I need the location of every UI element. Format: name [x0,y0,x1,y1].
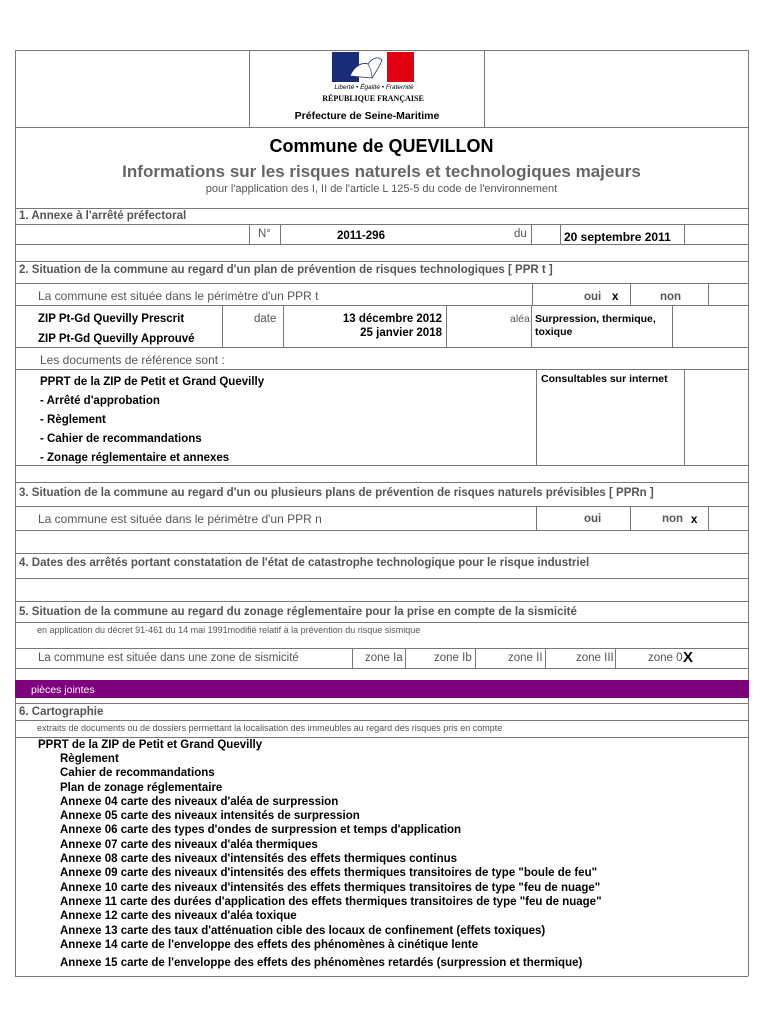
marianne-flag-icon [332,52,414,82]
zip-date-2: 25 janvier 2018 [360,327,442,339]
logo-motto: Liberté • Égalité • Fraternité [334,84,414,91]
zone-iii: zone III [576,652,614,664]
arrete-date-value: 20 septembre 2011 [564,230,671,244]
section2-heading: 2. Situation de la commune au regard d'un plan de prévention de risques technologiques [ PPR t ] [19,264,553,276]
arrete-num-label: N° [258,228,271,240]
alea-value-line1: Surpression, thermique, [535,313,656,325]
pieces-jointes-bar [15,680,749,698]
ref-docs-label: Les documents de référence sont : [40,353,225,367]
prefecture-label: Préfecture de Seine-Maritime [294,110,440,122]
list-item: Règlement [60,753,119,765]
list-item: Annexe 15 carte de l'enveloppe des effets des phénomènes retardés (surpression et thermique) [60,957,583,970]
pprn-non-label: non [662,513,684,525]
pprt-oui-label: oui [584,291,602,303]
alea-value-line2: toxique [535,326,573,338]
list-item: - Zonage réglementaire et annexes [40,452,230,464]
zip-date-label: date [254,313,277,325]
zone-ib: zone Ib [434,652,472,664]
arrete-date-label: du [514,228,527,240]
section5-heading: 5. Situation de la commune au regard du zonage réglementaire pour la prise en compte de la sismicité [19,606,577,618]
zone-0: zone 0 [648,652,683,664]
list-item: - Arrêté d'approbation [40,395,160,407]
zip-approuve: ZIP Pt-Gd Quevilly Approuvé [38,333,195,345]
section4-heading: 4. Dates des arrêtés portant constatation de l'état de catastrophe technologique pour le risque industriel [19,557,590,569]
list-item: Annexe 04 carte des niveaux d'aléa de surpression [60,795,339,808]
zone-ia: zone Ia [365,652,403,664]
list-item: Annexe 06 carte des types d'ondes de surpression et temps d'application [60,824,462,837]
section1-heading: 1. Annexe à l'arrêté préfectoral [19,210,187,222]
pprt-non-label: non [660,291,682,303]
list-item: Annexe 10 carte des niveaux d'intensités des effets thermiques transitoires de type "feu de nuage" [60,881,601,894]
zip-date-1: 13 décembre 2012 [342,313,442,325]
list-item: PPRT de la ZIP de Petit et Grand Quevilly [40,376,265,388]
list-item: Plan de zonage réglementaire [60,781,223,794]
section6-note: extraits de documents ou de dossiers permettant la localisation des immeubles au regard des risques pris en compte [37,723,503,733]
section5-note: en application du décret 91-461 du 14 mai 1991modifié relatif à la prévention du risque sismique [37,625,421,635]
zone-ii: zone II [508,652,543,664]
zip-prescrit: ZIP Pt-Gd Quevilly Prescrit [38,313,185,325]
list-item: Annexe 05 carte des niveaux intensités de surpression [60,810,360,823]
list-item: - Cahier de recommandations [40,433,202,445]
list-item: Annexe 09 carte des niveaux d'intensités des effets thermiques transitoires de type "boule de feu" [60,867,598,880]
page-legal-note: pour l'application des I, II de l'article L 125-5 du code de l'environnement [205,183,558,195]
list-item: Cahier de recommandations [60,767,215,780]
consult-link[interactable]: Consultables sur internet [541,373,668,385]
alea-label: aléa [510,313,530,325]
list-item: Annexe 14 carte de l'enveloppe des effets des phénomènes à cinétique lente [60,938,479,951]
pprn-question: La commune est située dans le périmètre d'un PPR n [38,512,322,526]
cartographie-list [60,752,602,970]
list-item: Annexe 11 carte des durées d'application des effets thermiques transitoires de type "feu de nuage" [60,895,602,908]
pprt-oui-checkmark: x [612,291,619,303]
section6-heading: 6. Cartographie [19,706,104,718]
zone-0-checkmark: X [683,649,694,666]
cartographie-title: PPRT de la ZIP de Petit et Grand Quevilly [38,739,263,751]
pprn-non-checkmark: x [691,514,698,526]
pprt-question: La commune est située dans le périmètre d'un PPR t [38,289,319,303]
ref-docs-list [40,373,264,468]
list-item: - Règlement [40,414,106,426]
list-item: Annexe 08 carte des niveaux d'intensités des effets thermiques continus [60,853,458,866]
page-title: Commune de QUEVILLON [269,136,494,156]
logo-republique: RÉPUBLIQUE FRANÇAISE [322,94,424,103]
pprn-oui-label: oui [584,513,602,525]
arrete-num-value: 2011-296 [337,230,385,242]
section3-heading: 3. Situation de la commune au regard d'un ou plusieurs plans de prévention de risques naturels prévisibles [ PPRn ] [19,487,654,499]
sismicite-question: La commune est située dans une zone de sismicité [38,652,299,664]
list-item: Annexe 13 carte des taux d'atténuation cible des locaux de confinement (effets toxiques) [60,924,546,937]
list-item: Annexe 12 carte des niveaux d'aléa toxique [60,910,297,923]
pieces-jointes-label: pièces jointes [31,684,95,696]
list-item: Annexe 07 carte des niveaux d'aléa thermiques [60,838,318,851]
page-subtitle: Informations sur les risques naturels et technologiques majeurs [122,162,641,181]
